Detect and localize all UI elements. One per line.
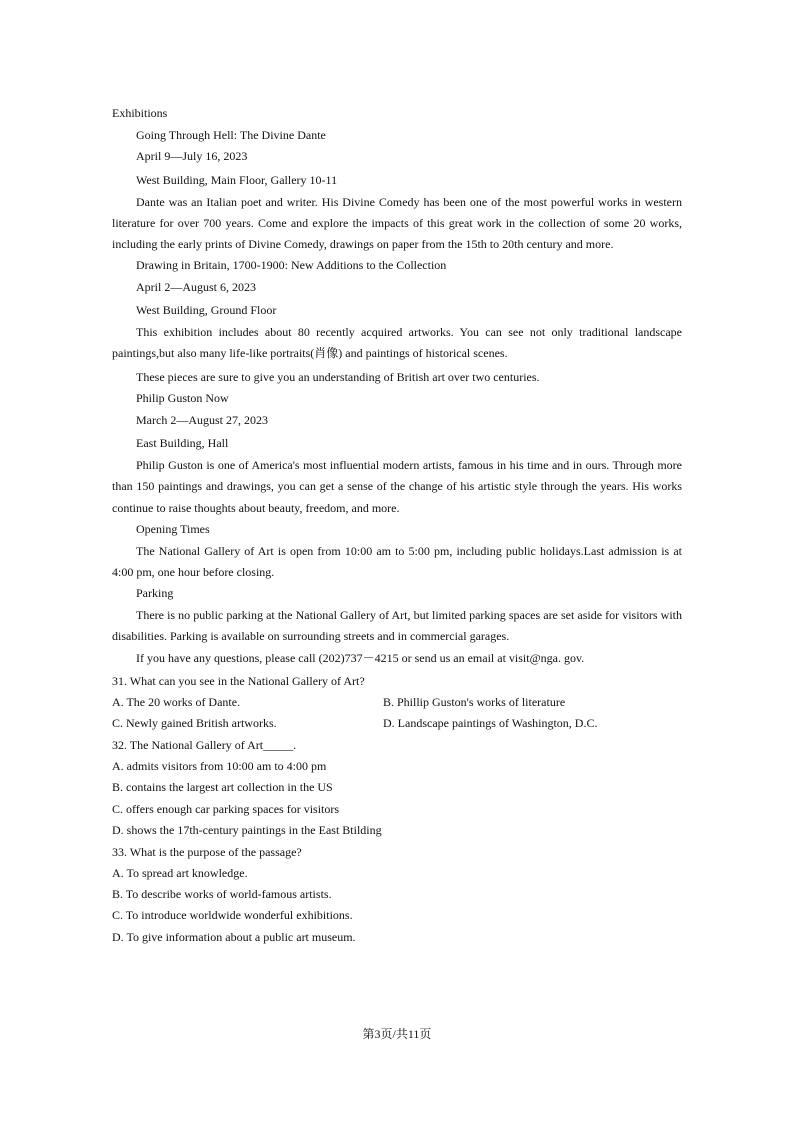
contact-info: If you have any questions, please call (202)737－4215 or send us an email at visit@nga. gov.: [136, 651, 585, 665]
opening-times-heading: Opening Times: [136, 522, 210, 536]
exhibition-3-title: Philip Guston Now: [136, 391, 229, 405]
exhibition-1-title: Going Through Hell: The Divine Dante: [136, 127, 326, 142]
question-31-option-a: A. The 20 works of Dante.: [112, 695, 241, 709]
question-32-stem: 32. The National Gallery of Art_____.: [112, 737, 297, 752]
question-31-option-c: C. Newly gained British artworks.: [112, 716, 277, 730]
question-33-stem: 33. What is the purpose of the passage?: [112, 844, 302, 859]
question-31-option-d: D. Landscape paintings of Washington, D.C.: [383, 716, 598, 730]
question-33-option-d: D. To give information about a public art museum.: [112, 929, 356, 944]
question-32-option-d: D. shows the 17th-century paintings in the East Btilding: [112, 823, 382, 837]
question-33-option-b: B. To describe works of world-famous artists.: [112, 887, 332, 901]
exhibition-2-location: West Building, Ground Floor: [136, 303, 277, 317]
exhibition-2-title: Drawing in Britain, 1700-1900: New Additions to the Collection: [136, 258, 447, 272]
exhibition-3-location: East Building, Hall: [136, 436, 229, 450]
question-32-option-c: C. offers enough car parking spaces for visitors: [112, 801, 340, 816]
exhibition-1-description: Dante was an Italian poet and writer. His Divine Comedy has been one of the most powerful works in western literature for over 700 years. Come and explore the impacts of this great work in the collection of some 20 works, including the early prints of Divine Comedy, drawings on paper from the 15th to 20th century and more.: [112, 194, 682, 252]
question-31-stem: 31. What can you see in the National Gallery of Art?: [112, 674, 365, 688]
exhibition-3-description: Philip Guston is one of America's most influential modern artists, famous in his time and in ours. Through more than 150 paintings and drawings, you can get a sense of the change of his artistic style through the years. His works continue to raise thoughts about beauty, freedom, and more.: [112, 458, 682, 515]
exhibition-2-description-2: These pieces are sure to give you an understanding of British art over two centuries.: [136, 370, 540, 384]
exhibition-3-dates: March 2—August 27, 2023: [136, 413, 268, 427]
exhibition-1-dates: April 9—July 16, 2023: [136, 149, 248, 163]
exhibition-1-location: West Building, Main Floor, Gallery 10-11: [136, 173, 338, 187]
section-title: Exhibitions: [112, 106, 168, 120]
question-31-option-b: B. Phillip Guston's works of literature: [383, 695, 566, 709]
exhibition-2-dates: April 2—August 6, 2023: [136, 280, 256, 294]
parking-heading: Parking: [136, 586, 174, 600]
opening-times-text: The National Gallery of Art is open from 10:00 am to 5:00 pm, including public holidays.Last admission is at 4:00 pm, one hour before closing.: [112, 543, 682, 579]
question-32-option-a: A. admits visitors from 10:00 am to 4:00 pm: [112, 759, 327, 773]
question-33-option-a: A. To spread art knowledge.: [112, 865, 248, 880]
parking-text: There is no public parking at the National Gallery of Art, but limited parking spaces are set aside for visitors with disabilities. Parking is available on surrounding streets and in commercial garages.: [112, 607, 682, 643]
question-33-option-c: C. To introduce worldwide wonderful exhibitions.: [112, 908, 353, 922]
exhibition-2-description: This exhibition includes about 80 recently acquired artworks. You can see not only traditional landscape paintings,but also many life-like portraits(肖像) and paintings of historical scenes.: [112, 325, 682, 361]
question-32-option-b: B. contains the largest art collection in the US: [112, 780, 333, 794]
page-footer: 第3页/共11页: [362, 1027, 432, 1041]
